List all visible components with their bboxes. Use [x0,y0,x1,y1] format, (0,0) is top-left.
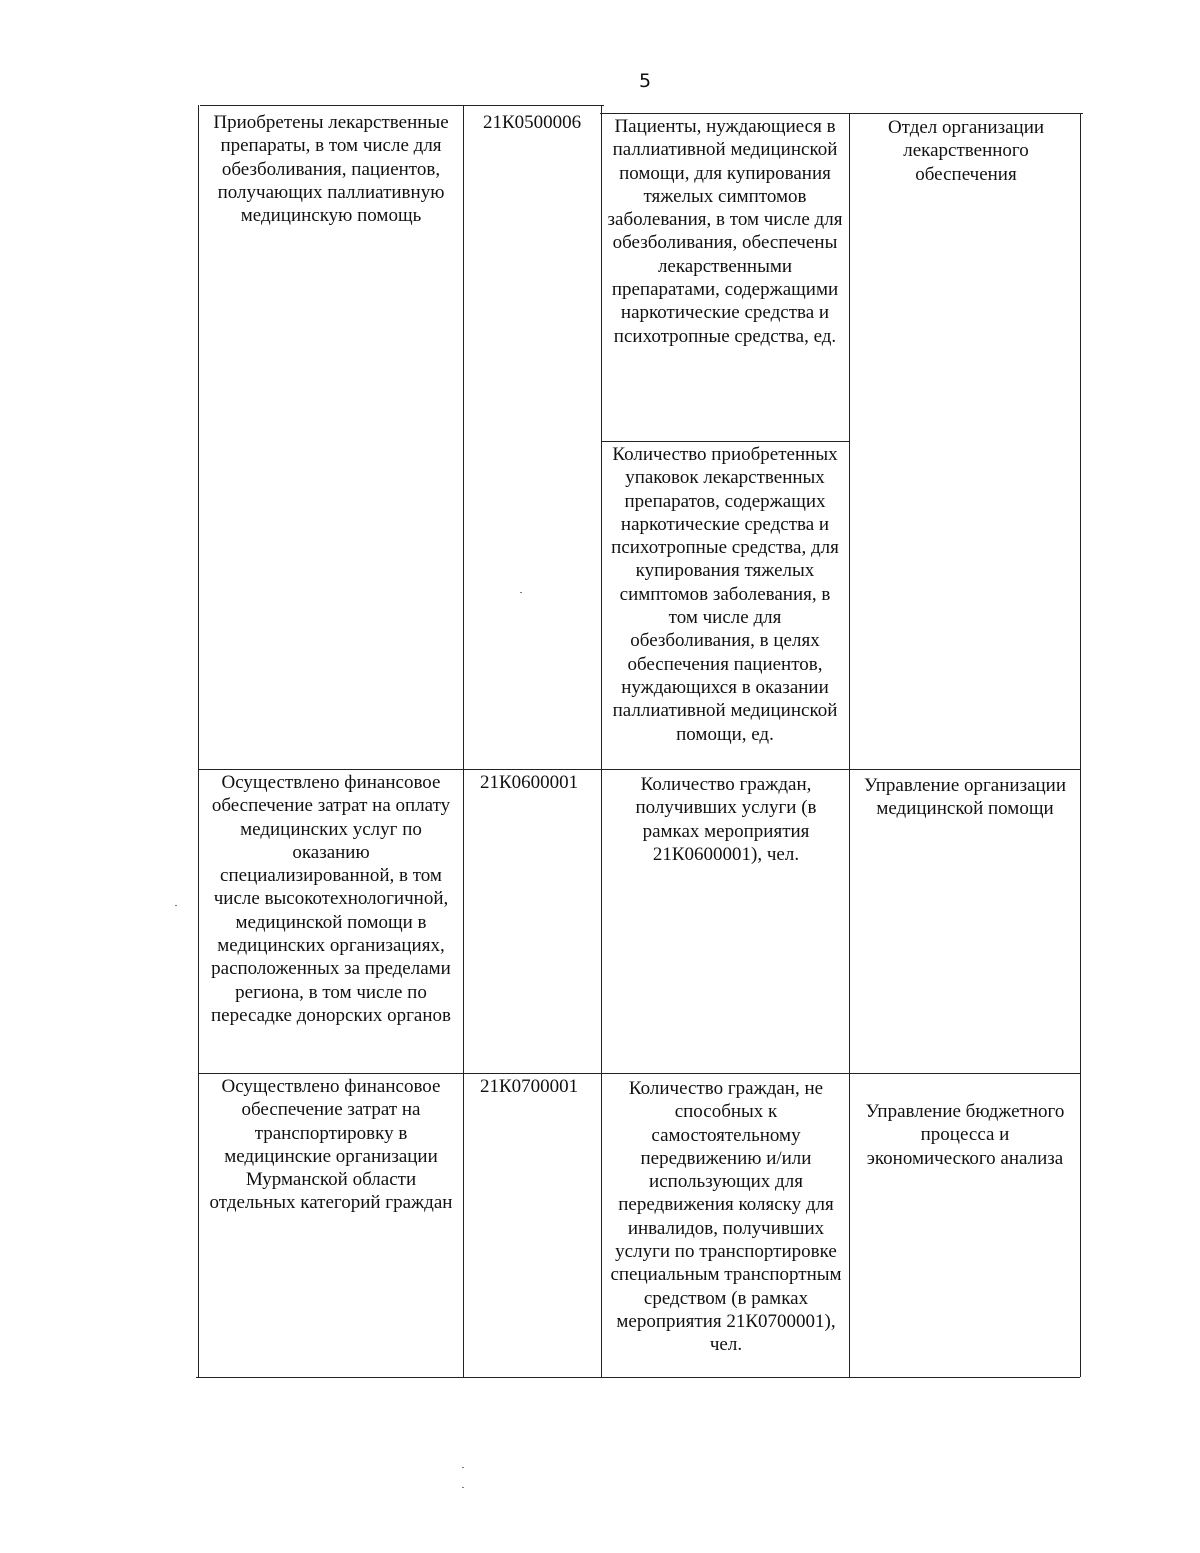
table-row-1-indicator-1: Пациенты, нуждающиеся в паллиативной медицинской помощи, для купирования тяжелых симптомов заболевания, в том числе для обезболивания, обеспечены лекарственными препаратами, содержащими наркотические средства и психотропные средства, ед. [607,116,843,347]
row-divider-2 [198,1073,1080,1074]
column-divider-3 [849,113,850,1377]
table-row-3-result: Осуществлено финансовое обеспечение затрат на транспортировку в медицинские организации Мурманской области отдельных категорий граждан [209,1076,453,1214]
column-divider-2 [601,105,602,1377]
table-row-2-result: Осуществлено финансовое обеспечение затрат на оплату медицинских услуг по оказанию специализированной, в том числе высокотехнологичной, медицинской помощи в медицинских организациях, расположенных за пределами региона, в том числе по пересадке донорских органов [211,772,451,1026]
table-row-2-indicator-1: Количество граждан, получивших услуги (в рамках мероприятия 21К0600001), чел. [635,774,817,865]
table-row-3-responsible: Управление бюджетного процесса и экономического анализа [865,1101,1065,1169]
indicator-divider [601,441,849,442]
table-border-bottom [196,1377,1080,1378]
table-row-1-code: 21К0500006 [483,112,582,133]
table-border-top-left [200,105,604,106]
table-row-1-result: Приобретены лекарственные препараты, в том числе для обезболивания, пациентов, получающих паллиативную медицинскую помощь [213,112,449,227]
table-border-left [198,105,199,1377]
scan-speck [462,1487,464,1488]
column-divider-1 [463,105,464,1377]
table-row-3-indicator-1: Количество граждан, не способных к самостоятельному передвижению и/или использующих для передвижения коляску для инвалидов, получивших услуги по транспортировке специальным транспортным средством (в рамках мероприятия 21К0700001), чел. [610,1078,842,1356]
scan-speck [462,1467,464,1468]
table-border-top-right [600,113,1083,114]
scan-speck [175,905,177,906]
table-row-2-code: 21К0600001 [480,772,579,793]
page-number: 5 [638,70,652,92]
table-row-1-indicator-2: Количество приобретенных упаковок лекарственных препаратов, содержащих наркотические средства и психотропные средства, для купирования тяжелых симптомов заболевания, в том числе для обезболивания, в целях обеспечения пациентов, нуждающихся в оказании паллиативной медицинской помощи, ед. [611,444,839,745]
row-divider-1 [198,769,1080,770]
scan-speck [520,592,522,593]
table-row-2-responsible: Управление организации медицинской помощи [863,775,1067,820]
table-row-3-code: 21К0700001 [480,1076,579,1097]
table-border-right [1080,113,1081,1377]
table-row-1-responsible: Отдел организации лекарственного обеспечения [887,117,1045,185]
